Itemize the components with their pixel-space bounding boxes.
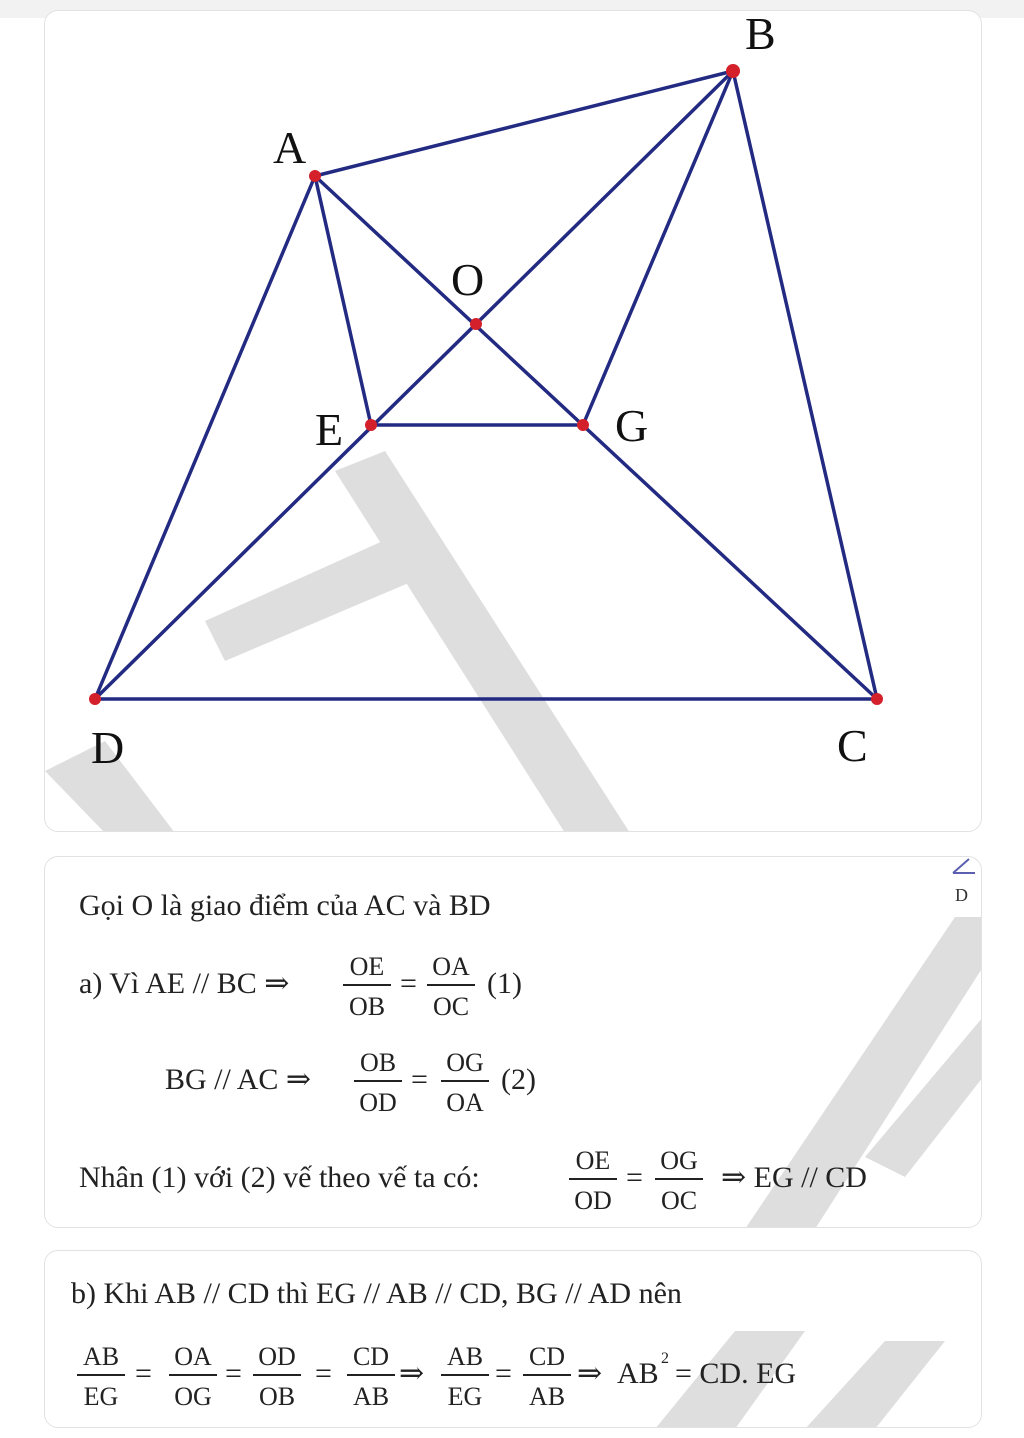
line-mult-equals: = bbox=[626, 1161, 643, 1194]
part-b-eq-3: = bbox=[315, 1357, 332, 1390]
frac-denominator: EG bbox=[447, 1382, 483, 1411]
watermark bbox=[45, 451, 630, 832]
watermark-stroke-2 bbox=[205, 531, 425, 661]
segment-bc bbox=[733, 71, 877, 699]
frac-numerator: OE bbox=[349, 952, 385, 981]
part-b-card bbox=[44, 1250, 982, 1428]
frac-numerator: OG bbox=[446, 1048, 484, 1077]
frac-denominator: OD bbox=[574, 1186, 612, 1215]
part-b-watermark-stroke-2 bbox=[805, 1341, 945, 1428]
part-b-eq-2: = bbox=[225, 1357, 242, 1390]
point-a bbox=[309, 170, 321, 182]
point-c bbox=[871, 693, 883, 705]
label-d: D bbox=[91, 722, 125, 773]
line-mult-prefix: Nhân (1) với (2) vế theo vế ta có: bbox=[79, 1161, 480, 1194]
corner-mark-letter: D bbox=[955, 885, 968, 905]
line-bg-prefix: BG // AC ⇒ bbox=[165, 1063, 312, 1096]
frac-denominator: OC bbox=[432, 992, 470, 1021]
label-e: E bbox=[315, 404, 344, 455]
frac-numerator: CD bbox=[352, 1342, 390, 1371]
frac-numerator: AB bbox=[82, 1342, 120, 1371]
frac-numerator: AB bbox=[446, 1342, 484, 1371]
part-b-result-exponent: 2 bbox=[661, 1350, 669, 1367]
segment-ab bbox=[315, 71, 733, 176]
frac-denominator: OC bbox=[660, 1186, 698, 1215]
frac-denominator: AB bbox=[528, 1382, 566, 1411]
part-b-frac-5 bbox=[441, 1342, 489, 1411]
frac-denominator: OB bbox=[348, 992, 386, 1021]
frac-numerator: OE bbox=[575, 1146, 611, 1175]
geometry-figure bbox=[45, 11, 982, 832]
line-a-tag: (1) bbox=[487, 967, 522, 1000]
figure-card bbox=[44, 10, 982, 832]
segments bbox=[95, 71, 877, 699]
proof-text bbox=[45, 857, 982, 1228]
watermark-stroke-1 bbox=[335, 451, 630, 832]
line-a-equals: = bbox=[400, 967, 417, 1000]
corner-mark-stroke bbox=[953, 859, 969, 873]
line-bg-frac-2 bbox=[441, 1048, 489, 1117]
point-o bbox=[470, 318, 482, 330]
segment-bd bbox=[95, 71, 733, 699]
proof-intro: Gọi O là giao điểm của AC và BD bbox=[79, 889, 491, 922]
corner-mark bbox=[953, 859, 975, 905]
part-b-result-base: AB bbox=[617, 1357, 659, 1390]
line-mult-frac-2 bbox=[655, 1146, 703, 1215]
part-b-result-rest: = CD. EG bbox=[675, 1357, 797, 1390]
label-o: O bbox=[451, 254, 485, 305]
frac-denominator: OG bbox=[174, 1382, 212, 1411]
part-b-frac-2 bbox=[169, 1342, 217, 1411]
part-b-text bbox=[45, 1251, 982, 1428]
frac-denominator: EG bbox=[83, 1382, 119, 1411]
proof-card bbox=[44, 856, 982, 1228]
label-c: C bbox=[837, 720, 868, 771]
line-a-frac-2 bbox=[427, 952, 475, 1021]
part-b-eq-1: = bbox=[135, 1357, 152, 1390]
segment-ac bbox=[315, 176, 877, 699]
segment-ae bbox=[315, 176, 371, 425]
line-a-prefix: a) Vì AE // BC ⇒ bbox=[79, 967, 290, 1000]
frac-denominator: OA bbox=[446, 1088, 484, 1117]
part-b-eq-4: = bbox=[495, 1357, 512, 1390]
frac-numerator: CD bbox=[528, 1342, 566, 1371]
segment-bg bbox=[583, 71, 733, 425]
point-d bbox=[89, 693, 101, 705]
part-b-frac-3 bbox=[253, 1342, 301, 1411]
label-a: A bbox=[273, 122, 307, 173]
part-b-frac-6 bbox=[523, 1342, 571, 1411]
part-b-arrow-1: ⇒ bbox=[399, 1357, 425, 1390]
line-bg-equals: = bbox=[411, 1063, 428, 1096]
frac-denominator: AB bbox=[352, 1382, 390, 1411]
part-b-frac-4 bbox=[347, 1342, 395, 1411]
frac-numerator: OG bbox=[660, 1146, 698, 1175]
frac-numerator: OB bbox=[359, 1048, 397, 1077]
label-b: B bbox=[745, 11, 776, 59]
frac-numerator: OA bbox=[174, 1342, 212, 1371]
frac-denominator: OB bbox=[258, 1382, 296, 1411]
frac-numerator: OA bbox=[432, 952, 470, 981]
line-bg-frac-1 bbox=[354, 1048, 402, 1117]
point-g bbox=[577, 419, 589, 431]
point-b bbox=[726, 64, 740, 78]
line-a-frac-1 bbox=[343, 952, 391, 1021]
line-bg-tag: (2) bbox=[501, 1063, 536, 1096]
line-mult-frac-1 bbox=[569, 1146, 617, 1215]
point-e bbox=[365, 419, 377, 431]
part-b-frac-1 bbox=[77, 1342, 125, 1411]
part-b-arrow-2: ⇒ bbox=[577, 1357, 603, 1390]
frac-numerator: OD bbox=[258, 1342, 296, 1371]
line-mult-suffix: ⇒ EG // CD bbox=[721, 1161, 867, 1194]
frac-denominator: OD bbox=[359, 1088, 397, 1117]
part-b-intro: b) Khi AB // CD thì EG // AB // CD, BG // AD nên bbox=[71, 1277, 682, 1310]
label-g: G bbox=[615, 400, 649, 451]
